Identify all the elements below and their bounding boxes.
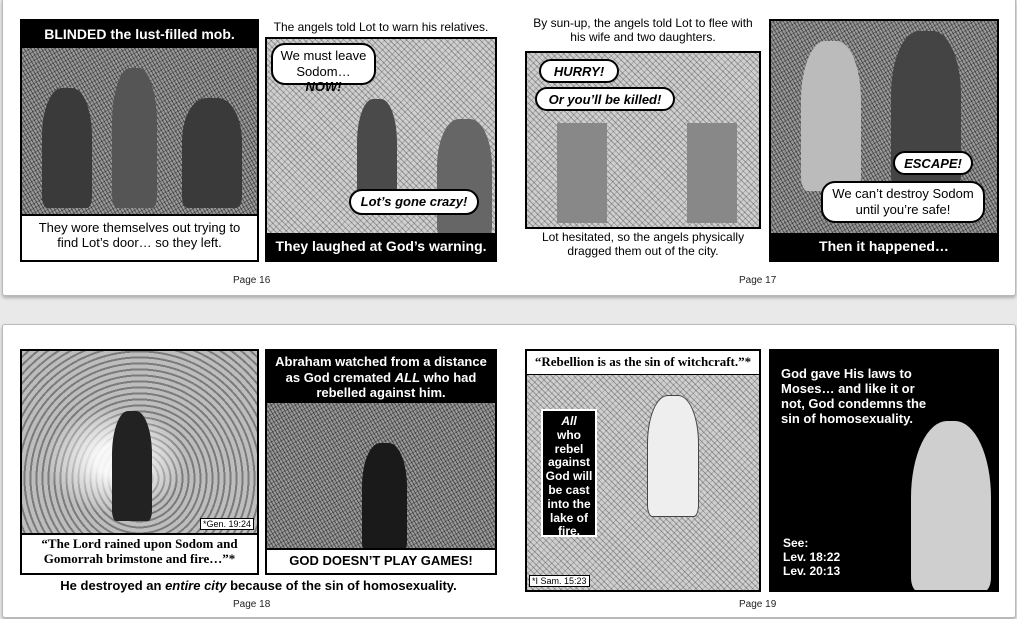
panel-cremated xyxy=(265,349,497,575)
city-gate-illustration xyxy=(527,53,759,227)
page-number-left: Page 18 xyxy=(233,599,271,610)
page-number-right: Page 17 xyxy=(739,275,777,286)
mob-figure xyxy=(42,88,92,208)
speech-bubble-escape: ESCAPE! xyxy=(893,151,973,175)
family-illustration xyxy=(771,21,997,235)
panel-top-caption: “Rebellion is as the sin of witchcraft.”* xyxy=(527,355,759,376)
panel-caption: “The Lord rained upon Sodom and Gomorrah brimstone and fire…”* xyxy=(41,536,238,566)
burning-figure xyxy=(112,411,152,521)
panel-warn-relatives xyxy=(265,37,497,262)
warning-box: All who rebel against God will be cast into the lake of fire. xyxy=(541,409,597,537)
mob-figure xyxy=(182,98,242,208)
pillar xyxy=(687,123,737,223)
panel-bottom-bar: They laughed at God’s warning. xyxy=(267,233,495,260)
verse-reference: Lev. 20:13 xyxy=(783,564,841,578)
pillar xyxy=(557,123,607,223)
speech-bubble-safe: We can’t destroy Sodom until you’re safe! xyxy=(821,181,985,223)
angel-cliff-illustration xyxy=(527,375,759,590)
mob-figure xyxy=(112,68,157,208)
verse-reference: Lev. 18:22 xyxy=(783,550,841,564)
panel-moses xyxy=(769,349,999,592)
speech-bubble-killed: Or you’ll be killed! xyxy=(535,87,675,111)
smoke-illustration xyxy=(267,403,495,549)
see-label: See: xyxy=(783,536,809,550)
abraham-figure xyxy=(362,443,407,549)
panel-top-bar: Abraham watched from a distance as God cremated ALL who had rebelled against him. xyxy=(267,351,495,403)
spread-pages-18-19[interactable] xyxy=(2,324,1016,618)
page-number-right: Page 19 xyxy=(739,599,777,610)
panel-bottom-bar: Then it happened… xyxy=(771,233,997,260)
panel-bottom-caption: GOD DOESN’T PLAY GAMES! xyxy=(267,548,495,569)
speech-bubble-crazy: Lot’s gone crazy! xyxy=(349,189,479,215)
panel-escape xyxy=(769,19,999,262)
page-number-left: Page 16 xyxy=(233,275,271,286)
panel-blinded-mob xyxy=(20,19,259,262)
doorway-illustration xyxy=(267,39,495,235)
speech-bubble-leave: We must leave Sodom… NOW! xyxy=(271,43,376,85)
wife-figure xyxy=(801,41,861,191)
speech-bubble-hurry: HURRY! xyxy=(539,59,619,83)
verse-reference: *I Sam. 15:23 xyxy=(529,575,590,587)
panel-caption: They wore themselves out trying to find Lot’s door… so they left. xyxy=(38,220,241,250)
panel-witchcraft xyxy=(525,349,761,592)
spread-pages-16-17[interactable] xyxy=(2,0,1016,296)
angel-figure xyxy=(647,395,699,517)
burning-city-illustration xyxy=(22,351,257,535)
verse-reference: *Gen. 19:24 xyxy=(200,518,254,530)
panel-text: God gave His laws to Moses… and like it or not, God condemns the sin of homosexuality. xyxy=(781,366,927,426)
relative-figure xyxy=(437,119,492,235)
mob-illustration xyxy=(22,48,257,216)
moses-figure xyxy=(911,421,991,590)
panel-brimstone xyxy=(20,349,259,575)
panel-top-caption: The angels told Lot to warn his relatives. xyxy=(273,20,489,34)
panel-top-bar: BLINDED the lust-filled mob. xyxy=(22,21,257,48)
panel-flee xyxy=(525,51,761,229)
panel-caption: Lot hesitated, so the angels physically dragged them out of the city. xyxy=(541,230,745,258)
panel-top-caption: By sun-up, the angels told Lot to flee with his wife and two daughters. xyxy=(533,16,753,44)
moses-illustration xyxy=(771,351,997,590)
spread-bottom-text: He destroyed an entire city because of the sin of homosexuality. xyxy=(60,578,457,593)
